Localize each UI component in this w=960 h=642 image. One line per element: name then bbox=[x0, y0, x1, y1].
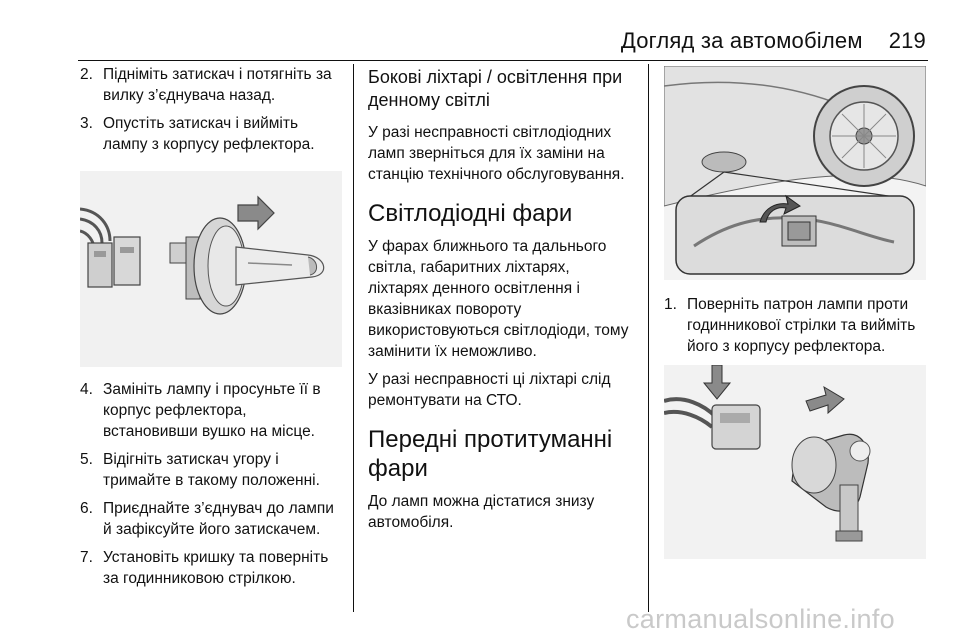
section-heading-fog-lights: Передні протитуманні фари bbox=[368, 426, 613, 482]
watermark: carmanualsonline.info bbox=[626, 604, 895, 634]
fog-light-access-illustration bbox=[664, 66, 926, 280]
section-heading-side-lights: Бокові ліхтарі / освітлення при денному світлі bbox=[368, 67, 623, 110]
page-title: Догляд за автомобілем bbox=[620, 28, 863, 53]
list-item: 3. Опустіть затискач і вийміть лампу з корпусу рефлектора. bbox=[80, 115, 315, 153]
page-number: 219 bbox=[888, 28, 926, 53]
steps-list-top bbox=[80, 64, 342, 155]
list-item: 6. Приєднайте з’єднувач до лампи й зафіксуйте його затискачем. bbox=[80, 500, 334, 538]
list-item: 4. Замініть лампу і просуньте її в корпус рефлектора, встановивши вушко на місце. bbox=[80, 381, 321, 440]
steps-list-right bbox=[664, 294, 926, 357]
section-heading-led-headlights: Світлодіодні фари bbox=[368, 200, 573, 227]
right-column bbox=[664, 64, 926, 559]
column-divider-left bbox=[353, 64, 354, 612]
paragraph: До ламп можна дістатися знизу автомобіля. bbox=[368, 493, 595, 531]
paragraph: У разі несправності світлодіодних ламп зверніться для їх заміни на станцію технічного обслуговування. bbox=[368, 124, 625, 183]
list-item: 5. Відігніть затискач угору і тримайте в такому положенні. bbox=[80, 451, 320, 489]
list-item: 2. Підніміть затискач і потягніть за вилку з’єднувача назад. bbox=[80, 66, 332, 104]
paragraph: У фарах ближнього та дальнього світла, габаритних ліхтарях, ліхтарях денного освітлення і вказівниках повороту використовуються світлодіоди, тому замінити їх неможливо. bbox=[368, 238, 629, 360]
halogen-bulb-illustration bbox=[80, 171, 342, 367]
fog-lamp-removal-illustration bbox=[664, 365, 926, 559]
list-item: 7. Установіть кришку та поверніть за годинниковою стрілкою. bbox=[80, 549, 329, 587]
paragraph: У разі несправності ці ліхтарі слід ремонтувати на СТО. bbox=[368, 371, 611, 409]
header-rule bbox=[78, 60, 928, 61]
column-divider-right bbox=[648, 64, 649, 612]
left-column bbox=[80, 64, 342, 596]
steps-list-bottom bbox=[80, 379, 342, 589]
middle-column bbox=[368, 64, 630, 540]
page-header bbox=[621, 28, 926, 54]
list-item: 1. Поверніть патрон лампи проти годинникової стрілки та вийміть його з корпусу рефлектора. bbox=[664, 296, 916, 355]
